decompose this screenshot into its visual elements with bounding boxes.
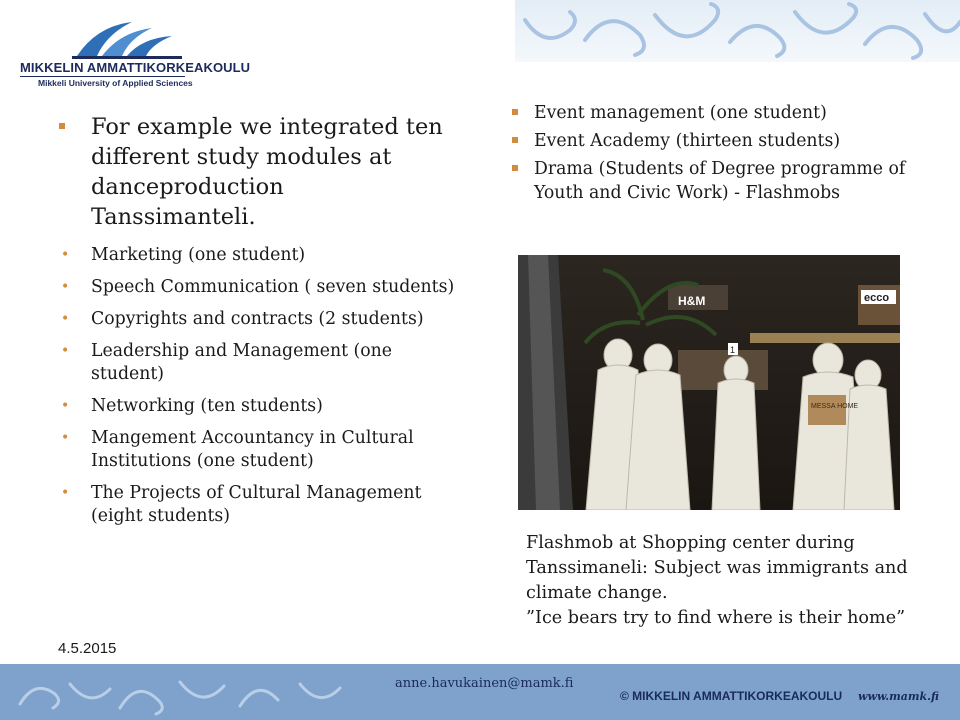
wave-logo-icon — [72, 18, 182, 60]
square-bullet-icon — [512, 109, 518, 115]
left-column — [55, 112, 455, 537]
dot-bullet-icon: • — [61, 311, 70, 327]
footer-swirl-pattern — [0, 664, 600, 720]
school-logo — [20, 18, 251, 90]
list-item: • Speech Communication ( seven students) — [61, 277, 455, 297]
contact-email: anne.havukainen@mamk.fi — [395, 676, 574, 691]
list-item: Event management (one student) — [512, 101, 912, 125]
list-item: • The Projects of Cultural Management (eight students) — [61, 483, 422, 526]
list-item: Event Academy (thirteen students) — [512, 129, 912, 153]
list-item: • Leadership and Management (one student) — [61, 341, 393, 384]
square-bullet-icon — [512, 165, 518, 171]
dot-bullet-icon: • — [61, 485, 70, 501]
dot-bullet-icon: • — [61, 279, 70, 295]
slide-date: 4.5.2015 — [58, 640, 117, 657]
dot-bullet-icon: • — [61, 430, 70, 446]
sign-number: 1 — [730, 345, 736, 355]
square-bullet-icon — [59, 123, 65, 129]
footer-brand: © MIKKELIN AMMATTIKORKEAKOULU — [620, 689, 843, 703]
dot-bullet-icon: • — [61, 343, 70, 359]
dot-bullet-icon: • — [61, 398, 70, 414]
flashmob-illustration — [518, 255, 900, 510]
caption-quote: ”Ice bears try to find where is their home” — [526, 608, 906, 628]
logo-name: MIKKELIN AMMATTIKORKEAKOULU — [20, 60, 251, 75]
shop-sign-right: ecco — [864, 292, 890, 304]
logo-divider — [20, 76, 185, 77]
list-item: • Networking (ten students) — [61, 396, 323, 416]
swirl-pattern — [515, 0, 960, 62]
lead-text: For example we integrated ten different study modules at danceproduction Tanssimanteli. — [91, 114, 443, 230]
caption-line: Flashmob at Shopping center during Tanssimaneli: Subject was immigrants and climate change. — [526, 533, 908, 603]
lead-bullet — [55, 112, 455, 232]
cardboard-sign: MESSA HOME — [811, 403, 859, 410]
list-item: • Copyrights and contracts (2 students) — [61, 309, 424, 329]
flashmob-photo — [518, 255, 900, 510]
list-item: Drama (Students of Degree programme of Youth and Civic Work) - Flashmobs — [512, 157, 912, 205]
shop-sign-left: H&M — [678, 294, 706, 308]
footer-url: www.mamk.fi — [858, 690, 939, 703]
right-module-list — [512, 101, 912, 209]
footer-band — [0, 664, 960, 720]
photo-caption — [526, 531, 916, 631]
module-list — [55, 244, 455, 528]
list-item: • Mangement Accountancy in Cultural Institutions (one student) — [61, 428, 414, 471]
dot-bullet-icon: • — [61, 247, 70, 263]
square-bullet-icon — [512, 137, 518, 143]
logo-subtitle: Mikkeli University of Applied Sciences — [38, 78, 193, 88]
list-item: • Marketing (one student) — [61, 245, 306, 265]
header-decoration — [515, 0, 960, 62]
